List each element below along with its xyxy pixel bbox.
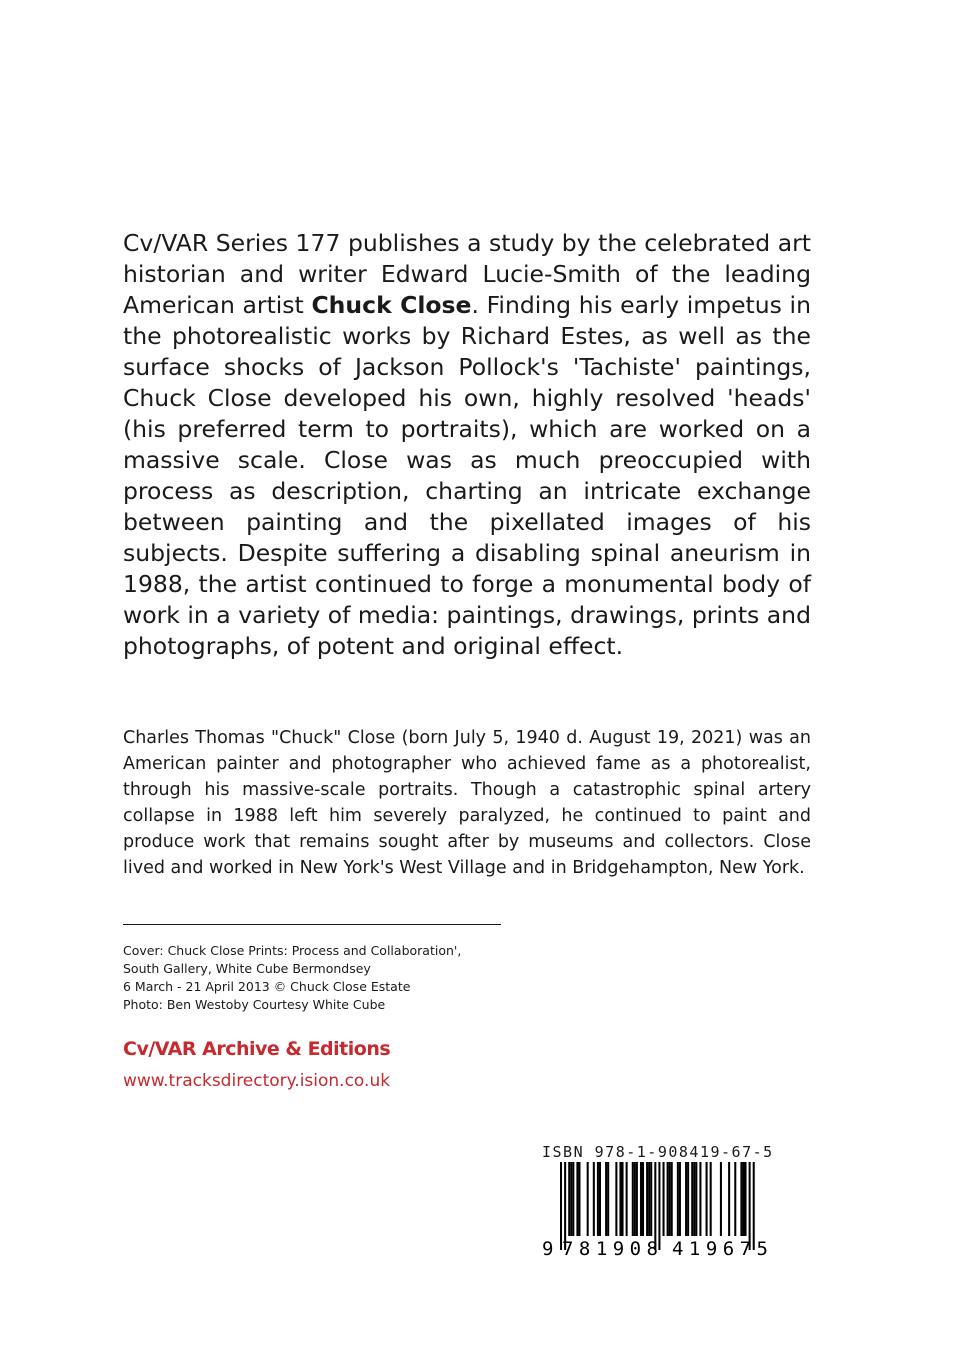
barcode-bar (734, 1162, 736, 1236)
barcode-bar (642, 1162, 644, 1236)
barcode-bar (636, 1162, 638, 1236)
barcode-bar (753, 1162, 755, 1250)
barcode-bar (597, 1162, 599, 1236)
barcode-bar (749, 1162, 751, 1250)
barcode-bar (650, 1162, 652, 1236)
publisher-website[interactable]: www.tracksdirectory.ision.co.uk (123, 1071, 391, 1091)
barcode-first-digit: 9 (542, 1238, 554, 1258)
barcode-bar (634, 1162, 636, 1236)
isbn-barcode (540, 1162, 780, 1258)
barcode-bar (605, 1162, 607, 1236)
intro-text-start: Cv/VAR Series 177 publishes a study by the celebrated art historian and writer Edward Lucie-Smith of the leading American artist (123, 229, 811, 319)
barcode-bar (710, 1162, 712, 1236)
barcode-bar (679, 1162, 681, 1236)
caption-line: Cover: Chuck Close Prints: Process and Collaboration', (123, 943, 462, 958)
barcode-bar (568, 1162, 570, 1236)
artist-name: Chuck Close (311, 291, 472, 319)
barcode-bar (669, 1162, 671, 1236)
caption-line: 6 March - 21 April 2013 © Chuck Close Estate (123, 979, 411, 994)
barcode-left-digits: 781908 (562, 1238, 658, 1258)
barcode-bar (593, 1162, 595, 1236)
barcode-bar (622, 1162, 624, 1236)
barcode-bar (663, 1162, 665, 1236)
barcode-bar (685, 1162, 687, 1236)
barcode-bar (691, 1162, 693, 1236)
barcode-bar (599, 1162, 601, 1236)
barcode-bar (742, 1162, 744, 1236)
barcode-bar (640, 1162, 642, 1236)
publisher-name: Cv/VAR Archive & Editions (123, 1038, 391, 1060)
intro-paragraph (123, 228, 811, 662)
barcode-bar (745, 1162, 747, 1236)
caption-line: Photo: Ben Westoby Courtesy White Cube (123, 997, 386, 1012)
barcode-bar (658, 1162, 660, 1250)
barcode-bar (687, 1162, 689, 1236)
barcode-bar (693, 1162, 695, 1236)
barcode-bar (615, 1162, 617, 1236)
barcode-right-digits: 419675 (672, 1238, 768, 1258)
barcode-bar (667, 1162, 669, 1236)
barcode-bars (560, 1162, 755, 1250)
barcode-bar (695, 1162, 697, 1236)
barcode-bar (572, 1162, 574, 1236)
barcode-bar (564, 1162, 566, 1250)
barcode-bar (720, 1162, 722, 1236)
barcode-bar (648, 1162, 650, 1236)
barcode-bar (632, 1162, 634, 1236)
barcode-bar (570, 1162, 572, 1236)
barcode-bar (728, 1162, 730, 1236)
isbn-label: ISBN 978-1-908419-67-5 (542, 1143, 774, 1161)
intro-text-end: . Finding his early impetus in the photorealistic works by Richard Estes, as well as the surface shocks of Jackson Pollock's 'Tachiste' paintings, Chuck Close developed his own, highly resolved 'heads' (his preferred term to portraits), which are worked on a massive scale. Close was as much preoccupied with process as description, charting an intricate exchange between painting and the pixellated images of his subjects. Despite suffering a disabling spinal aneurism in 1988, the artist continued to forge a monumental body of work in a variety of media: paintings, drawings, prints and photographs, of potent and original effect. (123, 291, 811, 660)
barcode-bar (626, 1162, 628, 1236)
barcode-bar (619, 1162, 621, 1236)
barcode-bar (740, 1162, 742, 1236)
barcode-bar (587, 1162, 589, 1236)
barcode-bar (646, 1162, 648, 1236)
barcode-bar (671, 1162, 673, 1236)
barcode-bar (578, 1162, 580, 1236)
barcode-bar (677, 1162, 679, 1236)
cover-caption (123, 942, 543, 1014)
caption-line: South Gallery, White Cube Bermondsey (123, 961, 371, 976)
barcode-bar (607, 1162, 609, 1236)
bio-paragraph: Charles Thomas "Chuck" Close (born July 5, 1940 d. August 19, 2021) was an American painter and photographer who achieved fame as a photorealist, through his massive-scale portraits. Though a catastrophic spinal artery collapse in 1988 left him severely paralyzed, he continued to paint and produce work that remains sought after by museums and collectors. Close lived and worked in New York's West Village and in Bridgehampton, New York. (123, 728, 811, 878)
barcode-bar (654, 1162, 656, 1250)
barcode-bar (576, 1162, 578, 1236)
barcode-bar (560, 1162, 562, 1250)
barcode-bar (699, 1162, 701, 1236)
caption-divider (123, 924, 501, 925)
barcode-bar (706, 1162, 708, 1236)
